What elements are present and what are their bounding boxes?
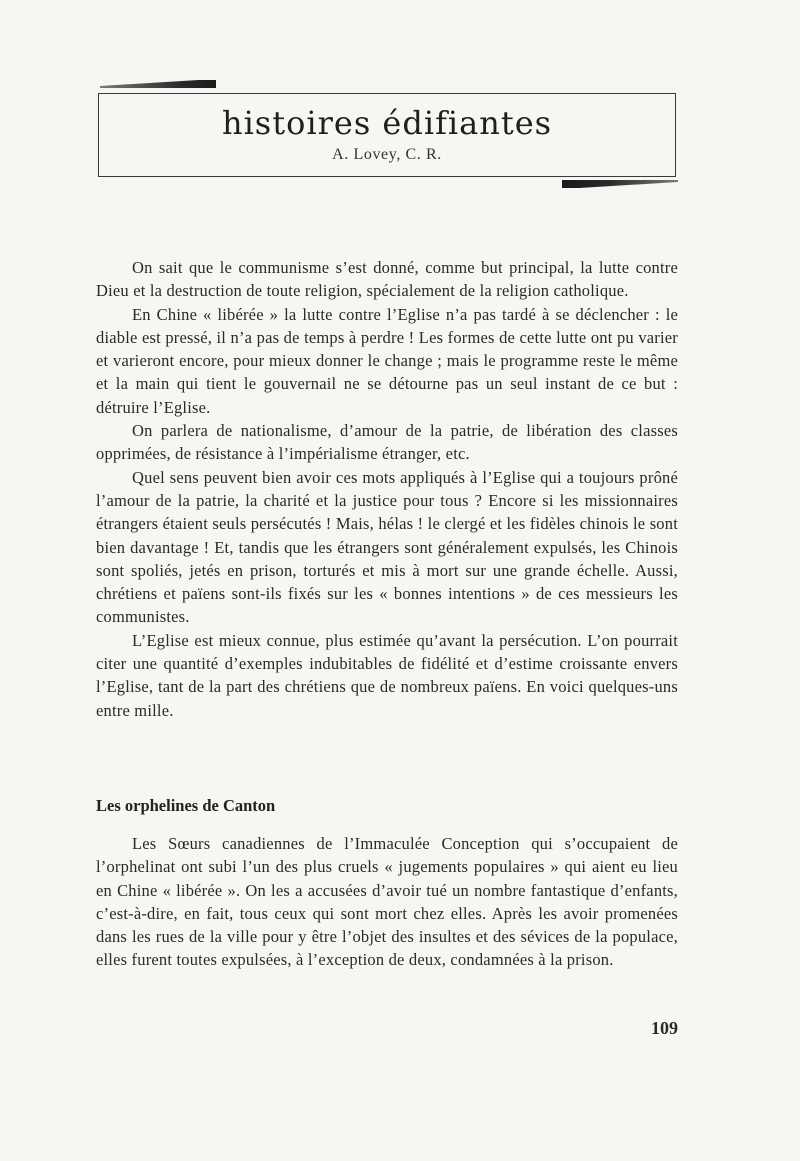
article-author: A. Lovey, C. R. <box>332 146 442 163</box>
paragraph: En Chine « libérée » la lutte contre l’Eglise n’a pas tardé à se déclencher : le diable est pressé, il n’a pas de temps à perdre ! Les formes de cette lutte ont pu varier et varieront encore, pour mieux donner le change ; mais le programme reste le même et la main qui tient le gouvernail ne se détourne pas un seul instant de ce but : détruire l’Eglise. <box>96 304 678 417</box>
intro-text <box>96 256 678 722</box>
section-heading: Les orphelines de Canton <box>96 796 276 815</box>
paragraph: On sait que le communisme s’est donné, comme but principal, la lutte contre Dieu et la destruction de toute religion, spécialement de la religion catholique. <box>96 258 678 301</box>
paragraph: Quel sens peuvent bien avoir ces mots appliqués à l’Eglise qui a toujours prôné l’amour de la patrie, la charité et la justice pour tous ? Encore si les missionnaires étrangers étaient seuls persécutés ! Mais, hélas ! le clergé et les fidèles chinois le sont bien davantage ! Et, tandis que les étrangers sont généralement expulsés, les Chinois sont spoliés, jetés en prison, torturés et mis à mort sur une grande échelle. Aussi, chrétiens et païens sont-ils fixés sur les « bonnes intentions » de ces messieurs les communistes. <box>96 467 678 627</box>
paragraph: Les Sœurs canadiennes de l’Immaculée Conception qui s’occupaient de l’orphelinat ont subi l’un des plus cruels « jugements populaires » qui aient eu lieu en Chine « libérée ». On les a accusées d’avoir tué un nombre fantastique d’enfants, c’est-à-dire, en fait, tous ceux qui sont mort chez elles. Après les avoir promenées dans les rues de la ville pour y être l’objet des insultes et des sévices de la populace, elles furent toutes expulsées, à l’exception de deux, condamnées à la prison. <box>96 834 678 970</box>
article-title: histoires édifiantes <box>221 104 553 142</box>
page-number: 109 <box>651 1018 678 1038</box>
paragraph: On parlera de nationalisme, d’amour de la patrie, de libération des classes opprimées, de résistance à l’impérialisme étranger, etc. <box>96 421 678 464</box>
header-decoration-bottom <box>562 180 678 188</box>
header-decoration-top <box>100 80 216 88</box>
section-text <box>96 832 678 972</box>
paragraph: L’Eglise est mieux connue, plus estimée qu’avant la persécution. L’on pourrait citer une quantité d’exemples indubitables de fidélité et d’estime croissante envers l’Eglise, tant de la part des chrétiens que de nombreux païens. En voici quelques-uns entre mille. <box>96 630 678 720</box>
